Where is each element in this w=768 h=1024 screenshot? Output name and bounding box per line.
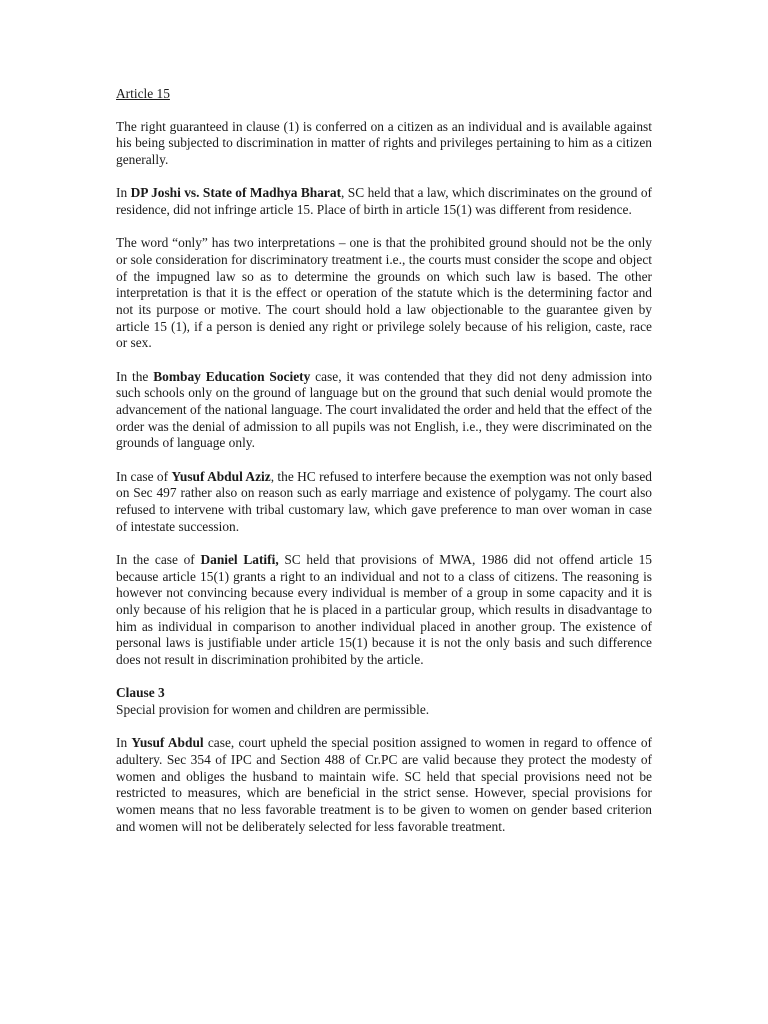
paragraph-2-pre: In bbox=[116, 185, 131, 201]
paragraph-5-post: , the HC refused to interfere because the exemption was not only based on Sec 497 rather also on reason such as early marriage and existence of polygamy. The court also refused to intervene with tribal customary law, which gave preference to man over woman in case of intestate succession. bbox=[116, 468, 652, 534]
paragraph-6-pre: In the case of bbox=[116, 551, 201, 567]
paragraph-4-pre: In the bbox=[116, 368, 154, 384]
paragraph-5-pre: In case of bbox=[116, 468, 172, 484]
paragraph-6-post: SC held that provisions of MWA, 1986 did not offend article 15 because article 15(1) grants a right to an individual and not to a class of citizens. The reasoning is however not convincing because every individual is member of a group in some capacity and it is only because of his religion that he is placed in a particular group, which results in disadvantage to him as individual in comparison to another individual placed in another group. The existence of personal laws is justifiable under article 15(1) because it is not the only basis and such difference does not result in discrimination prohibited by the article. bbox=[116, 551, 652, 668]
paragraph-7-pre: In bbox=[116, 735, 132, 751]
paragraph-2 bbox=[116, 185, 652, 218]
clause-3-heading: Clause 3 bbox=[116, 685, 165, 701]
paragraph-6 bbox=[116, 552, 652, 669]
case-name-daniel-latifi: Daniel Latifi, bbox=[200, 551, 279, 567]
paragraph-4 bbox=[116, 369, 652, 453]
paragraph-7 bbox=[116, 735, 652, 835]
case-name-yusuf-abdul-aziz: Yusuf Abdul Aziz bbox=[171, 468, 271, 484]
clause-3-text: Special provision for women and children are permissible. bbox=[116, 702, 430, 718]
document-title: Article 15 bbox=[116, 86, 170, 101]
case-name-yusuf-abdul: Yusuf Abdul bbox=[131, 735, 204, 751]
paragraph-5 bbox=[116, 469, 652, 536]
paragraph-2-post: , SC held that a law, which discriminates on the ground of residence, did not infringe article 15. Place of birth in article 15(1) was different from residence. bbox=[116, 185, 653, 218]
paragraph-7-post: case, court upheld the special position assigned to women in regard to offence of adultery. Sec 354 of IPC and Section 488 of Cr.PC are valid because they protect the modesty of women and obliges the husband to maintain wife. SC held that special provisions need not be restricted to measures, which are beneficial in the strict sense. However, special provisions for women means that no less favorable treatment is to be given to women on gender based criterion and women will not be deliberately selected for less favorable treatment. bbox=[116, 735, 652, 834]
paragraph-4-post: case, it was contended that they did not deny admission into such schools only on the ground of language but on the ground that such denial would promote the advancement of the national language. The court invalidated the order and held that the effect of the order was the denial of admission to all pupils was not English, i.e., they were discriminated on the grounds of language only. bbox=[116, 368, 652, 451]
document-page bbox=[116, 86, 652, 852]
case-name-bombay-education-society: Bombay Education Society bbox=[153, 368, 311, 384]
case-name-dp-joshi: DP Joshi vs. State of Madhya Bharat bbox=[130, 185, 342, 201]
paragraph-3: The word “only” has two interpretations – one is that the prohibited ground should not be the only or sole consideration for discriminatory treatment i.e., the courts must consider the scope and object of the impugned law so as to determine the grounds on which such law is based. The other interpretation is that it is the effect or operation of the statute which is the determining factor and not its purpose or motive. The court should hold a law objectionable to the guarantee given by article 15 (1), if a person is denied any right or privilege solely because of his religion, caste, race or sex. bbox=[116, 235, 652, 351]
paragraph-1: The right guaranteed in clause (1) is conferred on a citizen as an individual and is available against his being subjected to discrimination in matter of rights and privileges pertaining to him as a citizen generally. bbox=[116, 118, 652, 168]
